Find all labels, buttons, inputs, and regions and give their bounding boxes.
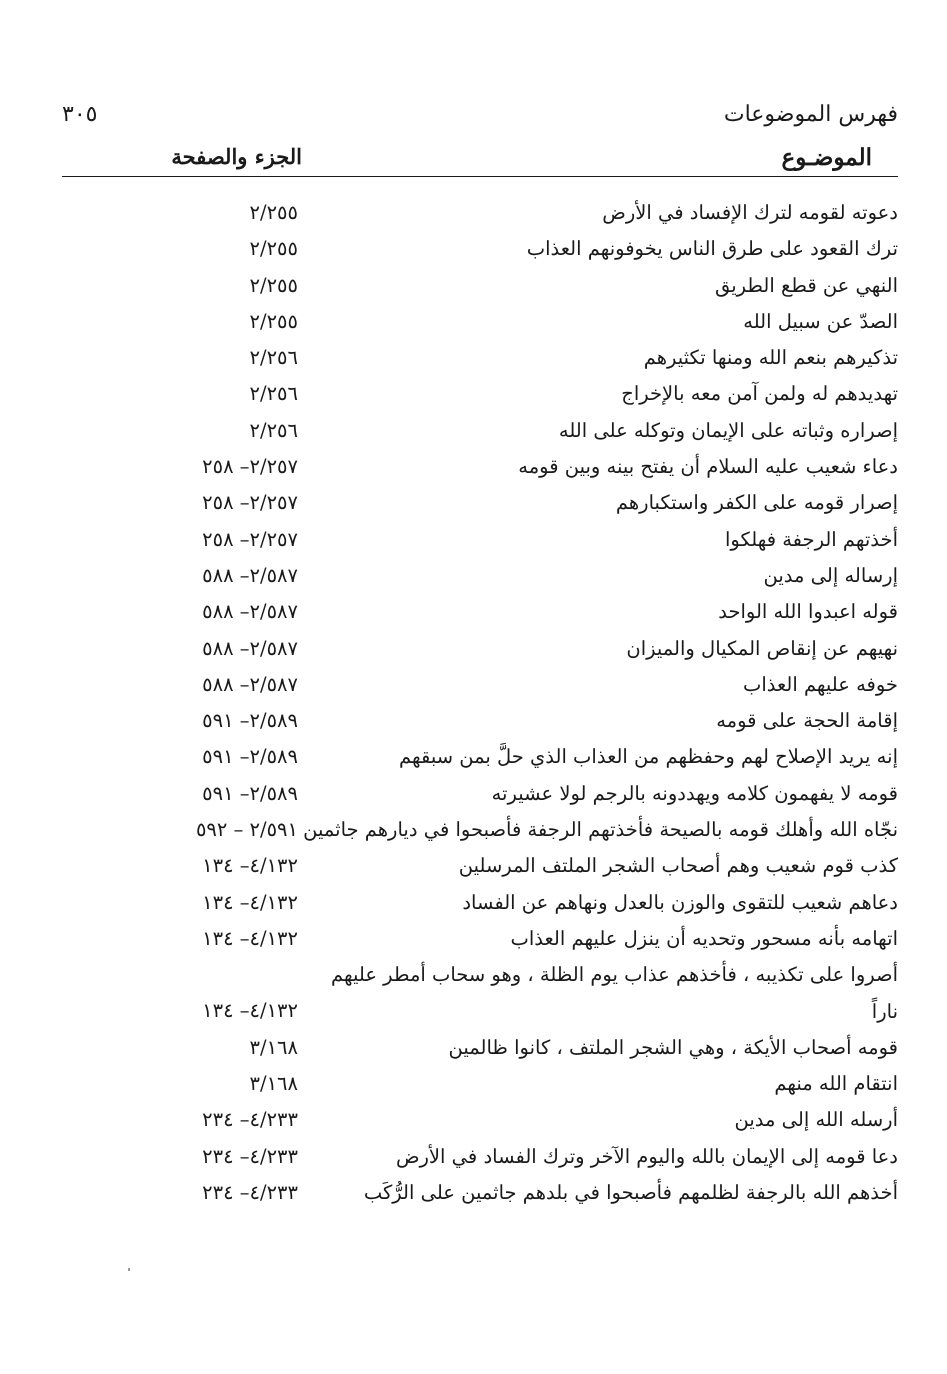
- entry-reference: ٤/٢٣٣– ٢٣٤: [202, 1108, 298, 1132]
- entry-reference: ٢/٥٨٩– ٥٩١: [202, 781, 298, 805]
- entry-reference: ٤/١٣٢– ١٣٤: [202, 890, 298, 914]
- entry-topic: إصراره وثباته على الإيمان وتوكله على الله: [558, 418, 898, 442]
- entry-reference: ٢/٢٥٦: [249, 418, 298, 442]
- entry-topic: الصدّ عن سبيل الله: [743, 309, 898, 333]
- entry-topic: تذكيرهم بنعم الله ومنها تكثيرهم: [643, 346, 898, 370]
- entry-reference: ٤/٢٣٣– ٢٣٤: [202, 1181, 298, 1205]
- entry-topic: دعا قومه إلى الإيمان بالله واليوم الآخر وترك الفساد في الأرض: [395, 1144, 898, 1168]
- entry-reference: ٢/٢٥٧– ٢٥٨: [202, 455, 298, 479]
- entry-topic: أرسله الله إلى مدين: [734, 1108, 898, 1132]
- index-entry: [62, 1137, 898, 1173]
- entry-topic: دعوته لقومه لترك الإفساد في الأرض: [602, 201, 898, 224]
- entry-reference: ٢/٢٥٥: [249, 237, 298, 261]
- entry-topic: اتهامه بأنه مسحور وتحديه أن ينزل عليهم العذاب: [510, 926, 898, 950]
- entry-topic: دعاهم شعيب للتقوى والوزن بالعدل ونهاهم عن الفساد: [462, 890, 898, 914]
- index-entry: [62, 665, 898, 701]
- index-entry: [62, 1100, 898, 1136]
- index-entry: [62, 229, 898, 265]
- index-entry: [62, 810, 898, 846]
- index-entry: [62, 1173, 898, 1209]
- entry-reference: ٢/٥٩١ – ٥٩٢: [195, 818, 298, 842]
- index-entry: [62, 302, 898, 338]
- entry-topic: النهي عن قطع الطريق: [714, 273, 898, 297]
- topic-column-heading: الموضـوع: [781, 144, 872, 171]
- entry-topic: دعاء شعيب عليه السلام أن يفتح بينه وبين قومه: [518, 455, 898, 479]
- reference-column-heading: الجزء والصفحة: [171, 144, 302, 169]
- index-entry: [62, 520, 898, 556]
- entry-reference: ٢/٢٥٧– ٢٥٨: [202, 491, 298, 515]
- entry-reference: ٢/٥٨٩– ٥٩١: [202, 709, 298, 733]
- index-entry: [62, 374, 898, 410]
- entry-topic: أخذهم الله بالرجفة لظلمهم فأصبحوا في بلدهم جاثمين على الرُّكَب: [363, 1181, 898, 1205]
- entry-reference: ٢/٥٨٩– ٥٩١: [202, 745, 298, 769]
- running-head: [62, 100, 898, 136]
- scan-speck: [128, 1268, 130, 1271]
- page-number: ٣٠٥: [62, 102, 98, 127]
- entry-topic: أصروا على تكذيبه ، فأخذهم عذاب يوم الظلة ، وهو سحاب أمطر عليهم ناراً: [331, 963, 898, 1023]
- entry-reference: ٣/١٦٨: [249, 1072, 298, 1096]
- entry-topic: كذب قوم شعيب وهم أصحاب الشجر الملتف المرسلين: [458, 854, 898, 878]
- index-entry: [62, 883, 898, 919]
- index-entry: [62, 266, 898, 302]
- index-entry: [62, 193, 898, 229]
- index-entry: [62, 737, 898, 773]
- index-entry: [62, 338, 898, 374]
- running-title: فهرس الموضوعات: [723, 102, 898, 127]
- entry-topic: إنه يريد الإصلاح لهم وحفظهم من العذاب الذي حلَّ بمن سبقهم: [398, 745, 898, 769]
- index-entry: [62, 701, 898, 737]
- index-entry: [62, 955, 898, 1028]
- entry-topic: قوله اعبدوا الله الواحد: [718, 600, 898, 624]
- entry-topic: ترك القعود على طرق الناس يخوفونهم العذاب: [526, 237, 898, 261]
- index-entry: [62, 592, 898, 628]
- entry-reference: ٤/١٣٢– ١٣٤: [202, 854, 298, 878]
- entry-reference: ٤/١٣٢– ١٣٤: [202, 999, 298, 1023]
- entry-reference: ٢/٢٥٥: [249, 273, 298, 297]
- entry-topic: قومه أصحاب الأيكة ، وهي الشجر الملتف ، كانوا ظالمين: [448, 1035, 898, 1059]
- entry-reference: ٣/١٦٨: [249, 1035, 298, 1059]
- entry-topic: إقامة الحجة على قومه: [716, 709, 898, 733]
- entry-reference: ٢/٢٥٦: [249, 382, 298, 406]
- entry-topic: نهيهم عن إنقاص المكيال والميزان: [626, 636, 898, 660]
- entry-reference: ٤/١٣٢– ١٣٤: [202, 926, 298, 950]
- entry-reference: ٢/٥٨٧– ٥٨٨: [202, 672, 298, 696]
- entry-reference: ٢/٢٥٦: [249, 346, 298, 370]
- index-entry: [62, 1064, 898, 1100]
- column-header: [62, 140, 898, 177]
- entry-topic: قومه لا يفهمون كلامه ويهددونه بالرجم لولا عشيرته: [491, 781, 898, 805]
- entry-reference: ٢/٥٨٧– ٥٨٨: [202, 563, 298, 587]
- index-entry: [62, 774, 898, 810]
- index-entry: [62, 919, 898, 955]
- entry-reference: ٤/٢٣٣– ٢٣٤: [202, 1144, 298, 1168]
- index-entry: [62, 1028, 898, 1064]
- entry-topic: خوفه عليهم العذاب: [742, 672, 898, 696]
- entry-topic: إرساله إلى مدين: [763, 563, 898, 587]
- entry-topic: انتقام الله منهم: [774, 1072, 898, 1096]
- index-entry: [62, 447, 898, 483]
- entry-reference: ٢/٢٥٥: [249, 201, 298, 224]
- entry-topic: أخذتهم الرجفة فهلكوا: [724, 527, 898, 551]
- entry-reference: ٢/٥٨٧– ٥٨٨: [202, 636, 298, 660]
- entry-topic: نجّاه الله وأهلك قومه بالصيحة فأخذتهم الرجفة فأصبحوا في ديارهم جاثمين: [303, 818, 898, 842]
- index-entry: [62, 483, 898, 519]
- index-entries: [62, 193, 898, 1209]
- entry-topic: إصرار قومه على الكفر واستكبارهم: [615, 491, 898, 515]
- index-entry: [62, 629, 898, 665]
- entry-reference: ٢/٢٥٥: [249, 309, 298, 333]
- index-entry: [62, 556, 898, 592]
- index-entry: [62, 411, 898, 447]
- entry-reference: ٢/٢٥٧– ٢٥٨: [202, 527, 298, 551]
- index-entry: [62, 846, 898, 882]
- entry-topic: تهديدهم له ولمن آمن معه بالإخراج: [621, 382, 898, 406]
- entry-reference: ٢/٥٨٧– ٥٨٨: [202, 600, 298, 624]
